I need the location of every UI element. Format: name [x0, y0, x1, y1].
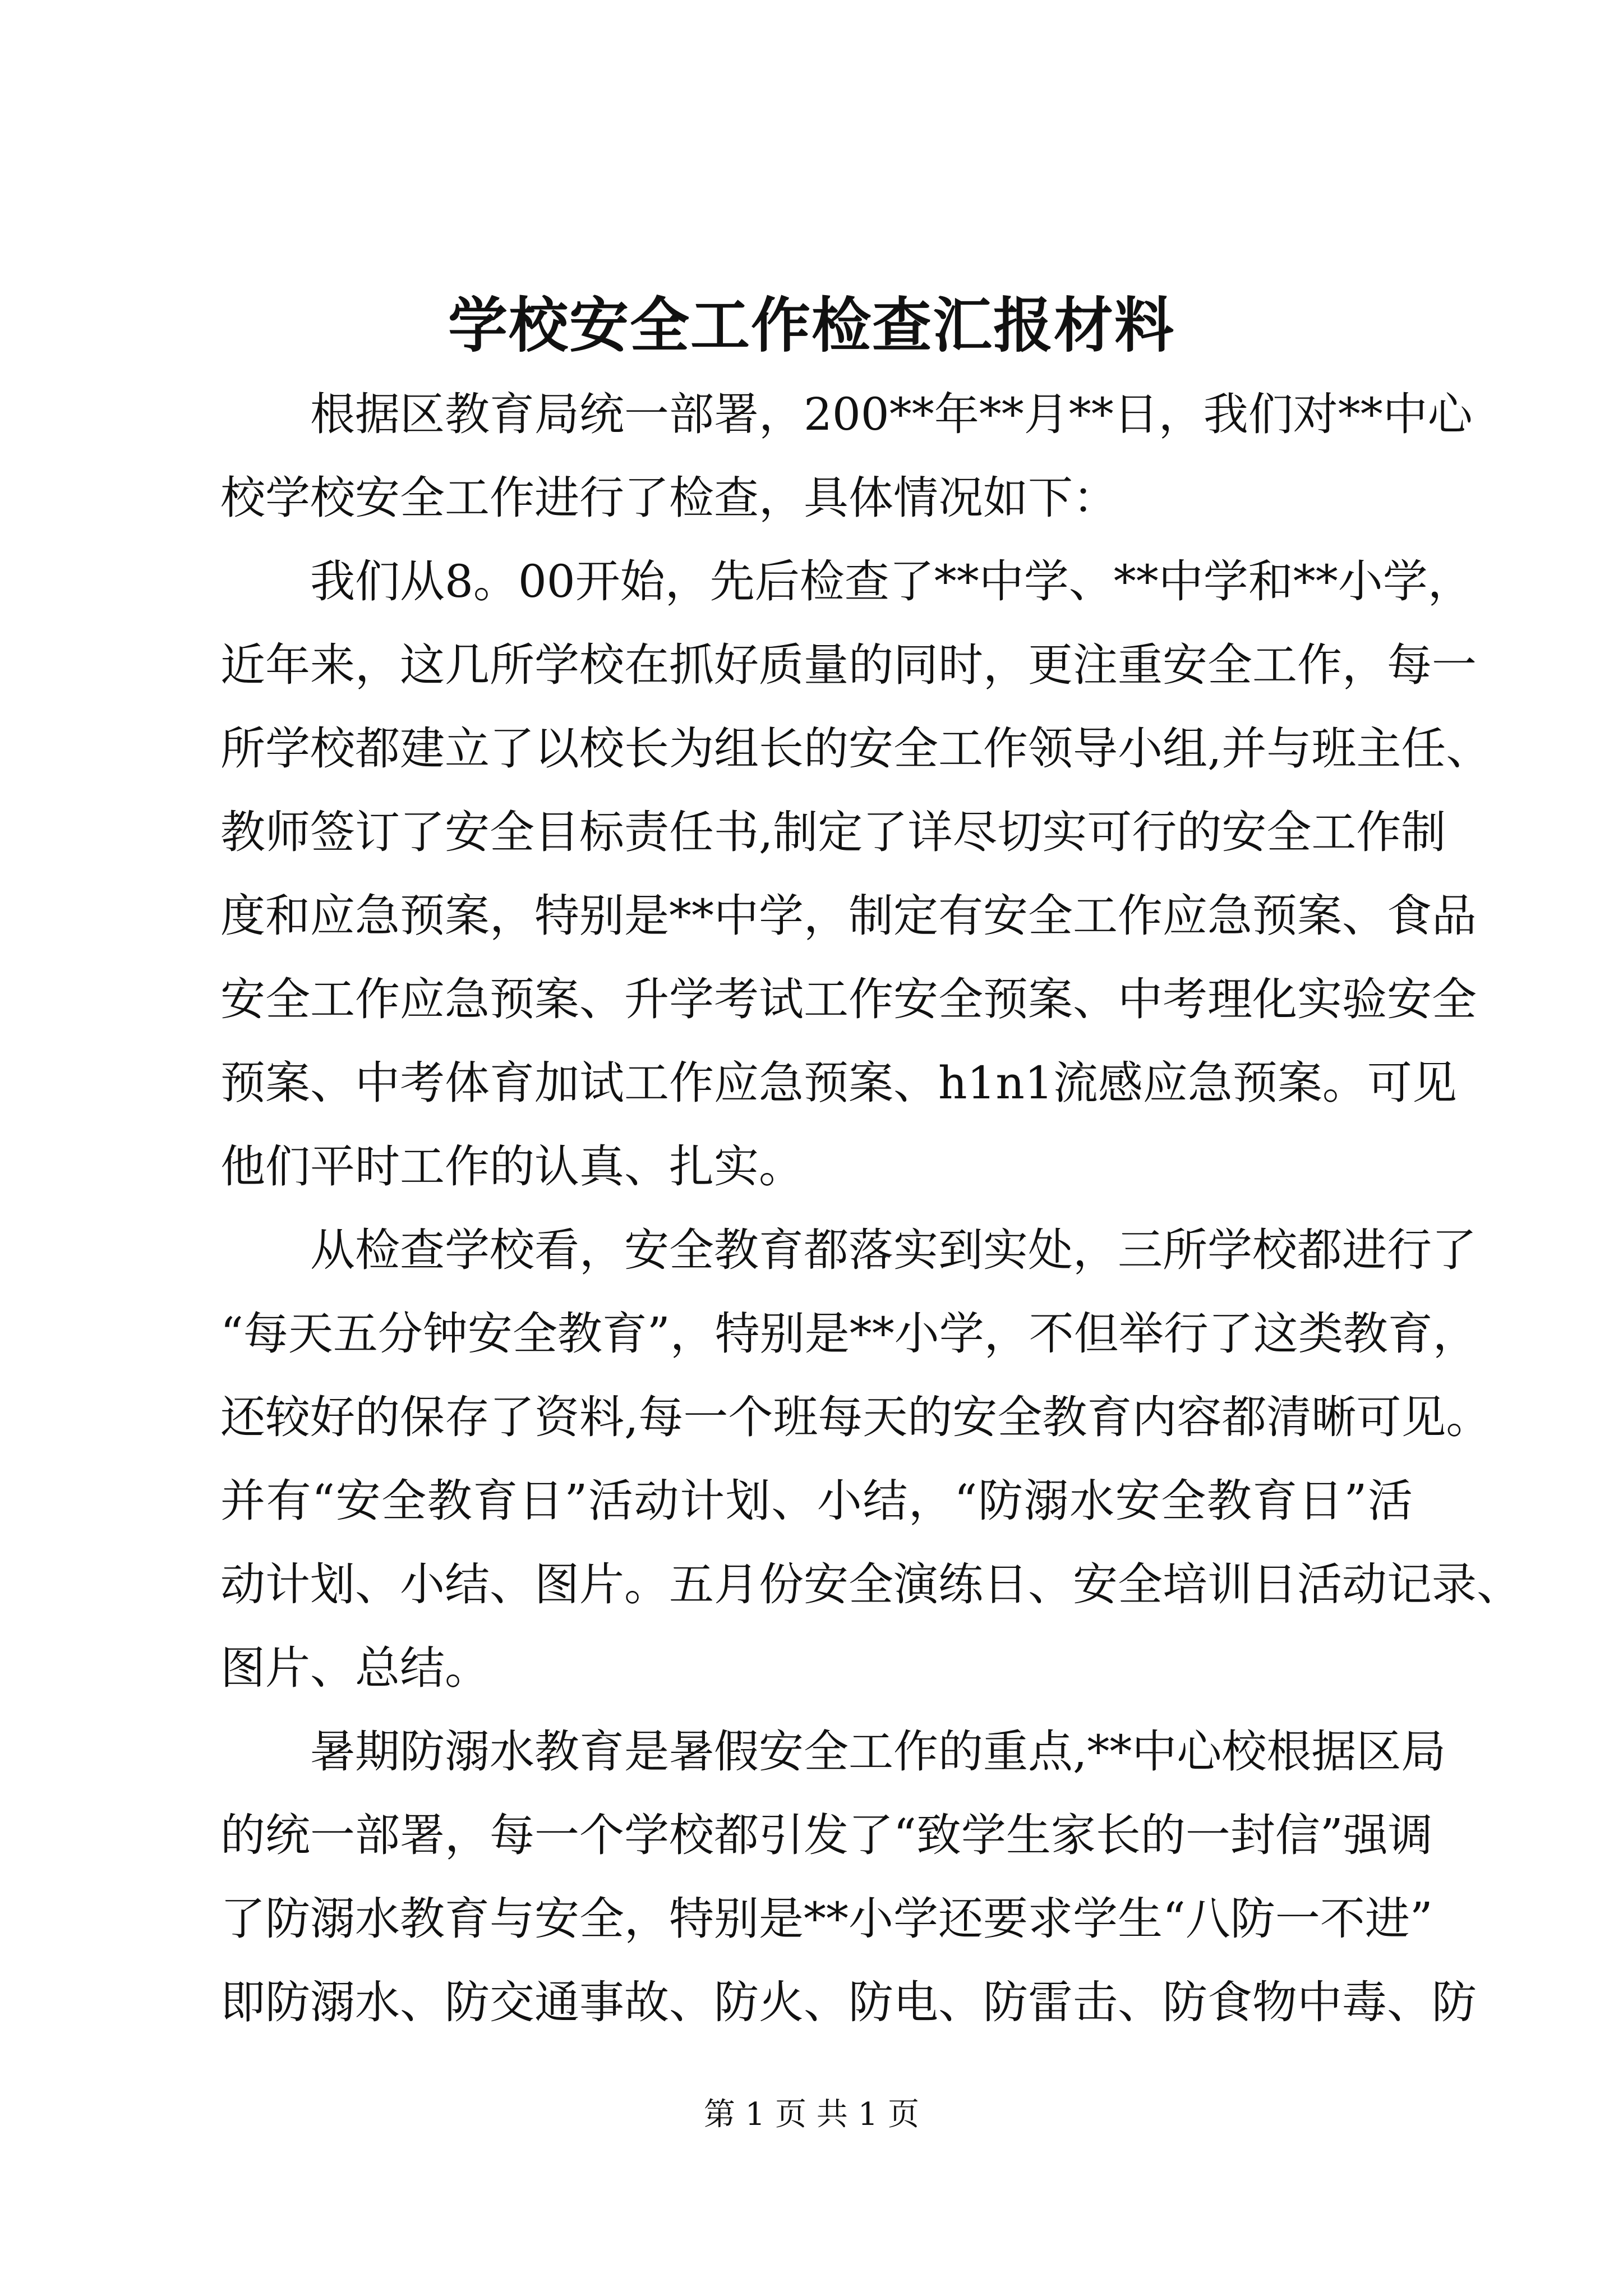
paragraph-line: 还较好的保存了资料,每一个班每天的安全教育内容都清晰可见。 — [220, 1391, 1491, 1443]
paragraph-line: 并有“安全教育日”活动计划、小结，“防溺水安全教育日”活 — [220, 1475, 1413, 1527]
paragraph-line: 安全工作应急预案、升学考试工作安全预案、中考理化实验安全 — [220, 973, 1477, 1025]
page-footer: 第 1 页 共 1 页 — [703, 2096, 920, 2133]
paragraph-line: 根据区教育局统一部署，200**年**月**日，我们对**中心 — [310, 388, 1473, 440]
paragraph-line: 所学校都建立了以校长为组长的安全工作领导小组,并与班主任、 — [220, 723, 1491, 775]
paragraph-line: 即防溺水、防交通事故、防火、防电、防雷击、防食物中毒、防 — [220, 1976, 1477, 2028]
paragraph-line: 度和应急预案，特别是**中学，制定有安全工作应急预案、食品 — [220, 890, 1477, 942]
document-body — [220, 372, 1521, 2044]
paragraph-line: “每天五分钟安全教育”，特别是**小学，不但举行了这类教育， — [220, 1308, 1478, 1360]
paragraph-line: 校学校安全工作进行了检查，具体情况如下： — [220, 472, 1118, 524]
paragraph-line: 了防溺水教育与安全，特别是**小学还要求学生“八防一不进” — [220, 1893, 1433, 1945]
paragraph-line: 预案、中考体育加试工作应急预案、h1n1流感应急预案。可见 — [220, 1057, 1457, 1109]
paragraph-line: 动计划、小结、图片。五月份安全演练日、安全培训日活动记录、 — [220, 1558, 1521, 1611]
paragraph-line: 的统一部署，每一个学校都引发了“致学生家长的一封信”强调 — [220, 1809, 1433, 1861]
document-title: 学校安全工作检查汇报材料 — [448, 290, 1175, 360]
paragraph-line: 暑期防溺水教育是暑假安全工作的重点,**中心校根据区局 — [310, 1726, 1446, 1778]
paragraph-line: 我们从8。00开始，先后检查了**中学、**中学和**小学， — [310, 555, 1473, 608]
paragraph-line: 从检查学校看，安全教育都落实到实处，三所学校都进行了 — [310, 1224, 1477, 1276]
paragraph-line: 近年来，这几所学校在抓好质量的同时，更注重安全工作，每一 — [220, 639, 1477, 691]
paragraph-line: 教师签订了安全目标责任书,制定了详尽切实可行的安全工作制 — [220, 806, 1446, 858]
paragraph-line: 他们平时工作的认真、扎实。 — [220, 1140, 804, 1193]
paragraph-line: 图片、总结。 — [220, 1642, 490, 1694]
